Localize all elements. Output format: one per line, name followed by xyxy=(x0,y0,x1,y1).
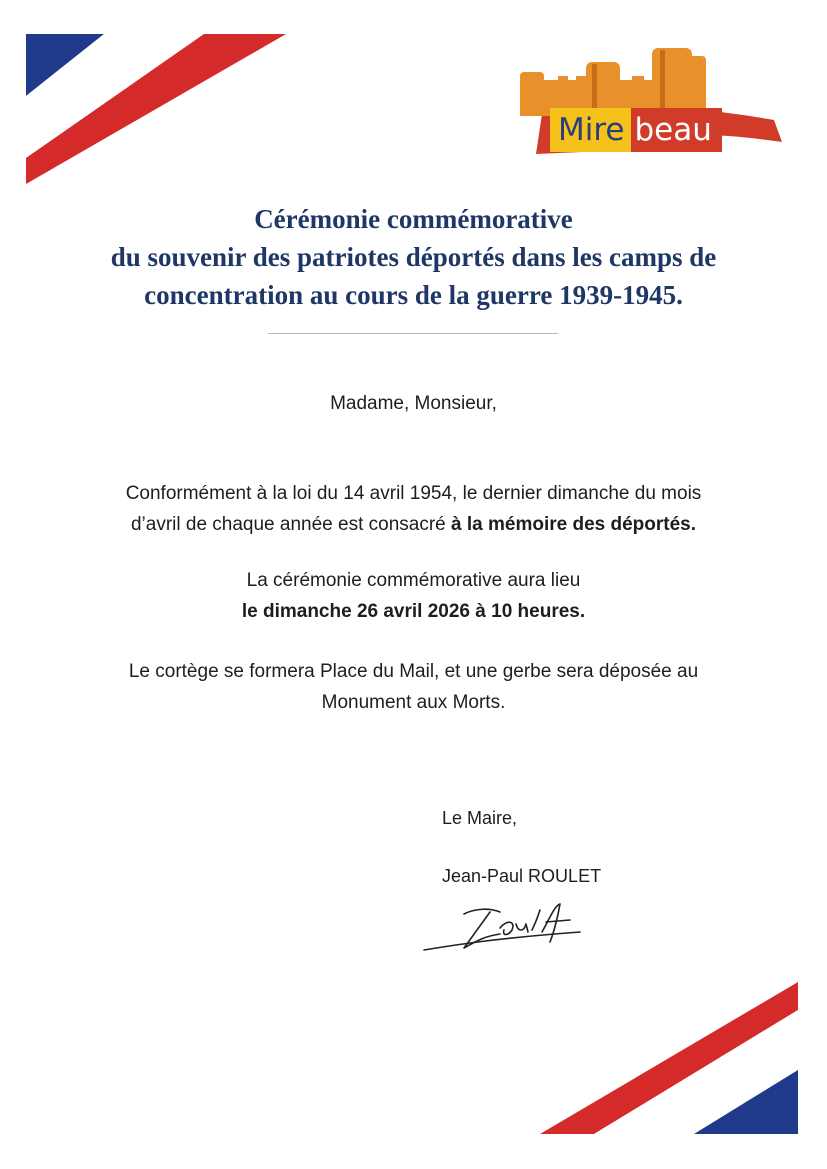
title-line-3: concentration au cours de la guerre 1939-1945. xyxy=(144,280,683,310)
paragraph-law-line-1: Conformément à la loi du 14 avril 1954, le dernier dimanche du mois xyxy=(125,483,702,504)
closing-role: Le Maire, xyxy=(442,808,518,828)
salutation: Madame, Monsieur, xyxy=(330,393,497,414)
flag-stripes-bottom-right xyxy=(540,982,798,1134)
castle-icon xyxy=(520,48,706,116)
paragraph-law-line-2: d’avril de chaque année est consacré à la mémoire des déportés. xyxy=(130,514,697,535)
mayor-name: Jean-Paul ROULET xyxy=(442,866,602,886)
ceremony-date: le dimanche 26 avril 2026 à 10 heures. xyxy=(241,601,586,622)
logo-wordmark xyxy=(550,108,722,152)
logo-text-beau: beau xyxy=(631,108,722,152)
logo-text-mire: Mire xyxy=(550,108,631,152)
page-title xyxy=(20,200,807,314)
memory-emphasis: à la mémoire des déportés. xyxy=(451,514,697,535)
ceremony-line-1: La cérémonie commémorative aura lieu xyxy=(246,570,581,591)
paragraph-procession xyxy=(30,656,797,718)
title-separator xyxy=(268,333,558,334)
procession-line-1: Le cortège se formera Place du Mail, et une gerbe sera déposée au xyxy=(128,661,699,682)
title-line-2: du souvenir des patriotes déportés dans les camps de xyxy=(110,242,717,272)
procession-line-2: Monument aux Morts. xyxy=(321,692,506,713)
handwritten-signature xyxy=(420,892,590,962)
mirebeau-logo xyxy=(512,46,784,164)
paragraph-ceremony-date xyxy=(30,565,797,627)
paragraph-law xyxy=(30,478,797,540)
flag-stripes-top-left xyxy=(26,34,286,184)
title-line-1: Cérémonie commémorative xyxy=(254,204,573,234)
